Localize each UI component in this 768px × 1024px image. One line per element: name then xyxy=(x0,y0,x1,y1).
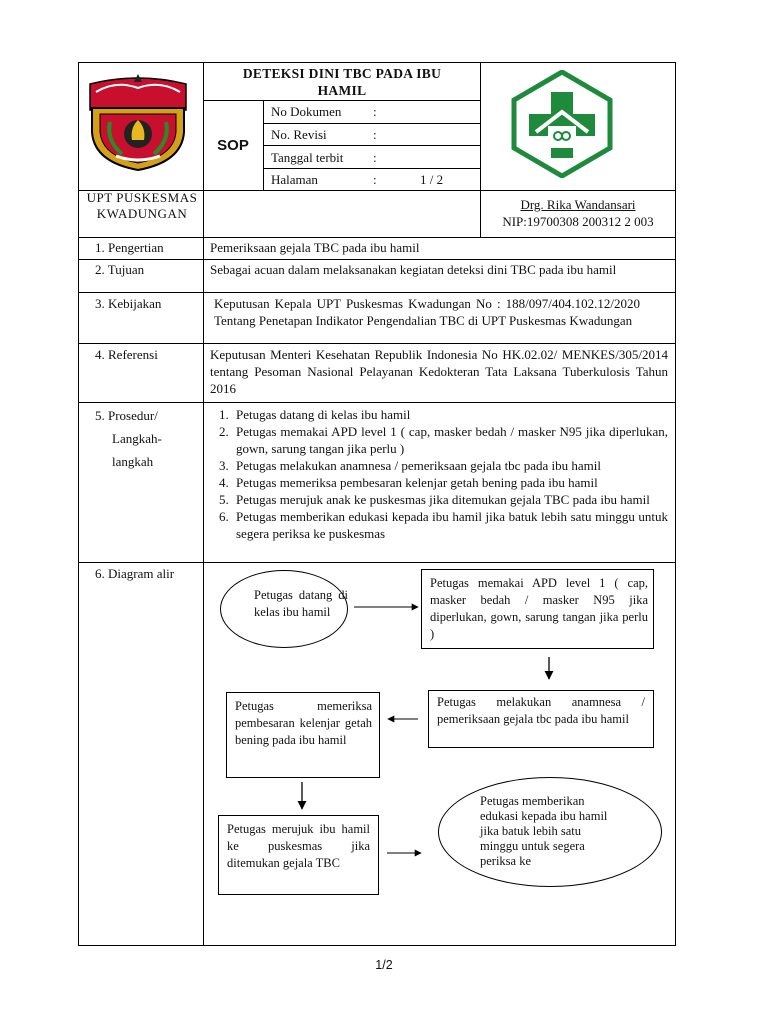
text-tujuan: Sebagai acuan dalam melaksanakan kegiatan deteksi dini TBC pada ibu hamil xyxy=(210,262,617,277)
label-diagram-alir: 6. Diagram alir xyxy=(95,566,175,581)
text-pengertian: Pemeriksaan gejala TBC pada ibu hamil xyxy=(210,240,420,255)
flow-node-6-text: Petugas memberikan edukasi kepada ibu hamil jika batuk lebih satu minggu untuk segera periksa ke xyxy=(480,794,608,868)
flow-node-4-text: Petugas memeriksa pembesaran kelenjar getah bening pada ibu hamil xyxy=(235,699,372,747)
step-text: Petugas melakukan anamnesa / pemeriksaan gejala tbc pada ibu hamil xyxy=(236,458,601,473)
label-referensi: 4. Referensi xyxy=(95,347,158,362)
label-kebijakan: 3. Kebijakan xyxy=(95,296,162,311)
meta-sep: : xyxy=(373,172,377,187)
step-number: 2. xyxy=(219,424,229,439)
flow-node-5-text: Petugas merujuk ibu hamil ke puskesmas jika ditemukan gejala TBC xyxy=(227,822,370,870)
step-text: Petugas memeriksa pembesaran kelenjar getah bening pada ibu hamil xyxy=(236,475,598,490)
step-text: Petugas datang di kelas ibu hamil xyxy=(236,407,411,422)
meta-label-no-dokumen: No Dokumen xyxy=(271,104,342,119)
step-text: Petugas memakai APD level 1 ( cap, masker bedah / masker N95 jika diperlukan, gown, sarung tangan jika perlu ) xyxy=(236,424,668,456)
meta-label-tanggal-terbit: Tanggal terbit xyxy=(271,150,344,165)
meta-sep: : xyxy=(373,150,377,165)
meta-value-halaman: 1 / 2 xyxy=(420,172,444,187)
text-kebijakan: Keputusan Kepala UPT Puskesmas Kwadungan No : 188/097/404.102.12/2020 Tentang Penetapan Indikator Pengendalian TBC di UPT Puskesmas Kwadungan xyxy=(214,296,640,328)
flow-node-2-text: Petugas memakai APD level 1 ( cap, masker bedah / masker N95 jika diperlukan, gown, sarung tangan jika perlu ) xyxy=(430,576,648,641)
step-number: 1. xyxy=(219,407,229,422)
label-prosedur: 5. Prosedur/ xyxy=(95,408,158,423)
meta-sep: : xyxy=(373,104,377,119)
label-tujuan: 2. Tujuan xyxy=(95,262,145,277)
meta-label-halaman: Halaman xyxy=(271,172,318,187)
document-title: DETEKSI DINI TBC PADA IBU HAMIL xyxy=(242,66,442,98)
flow-node-1-text: Petugas datang di kelas ibu hamil xyxy=(254,588,348,619)
signer-name: Drg. Rika Wandansari xyxy=(520,197,636,212)
label-pengertian: 1. Pengertian xyxy=(95,240,164,255)
step-number: 4. xyxy=(219,475,229,490)
sop-label: SOP xyxy=(217,137,249,154)
step-number: 3. xyxy=(219,458,229,473)
label-prosedur-3: langkah xyxy=(112,454,154,469)
label-prosedur-2: Langkah- xyxy=(112,431,162,446)
meta-label-no-revisi: No. Revisi xyxy=(271,127,327,142)
institution-name: UPT PUSKESMAS KWADUNGAN xyxy=(86,190,198,221)
step-text: Petugas merujuk anak ke puskesmas jika ditemukan gejala TBC pada ibu hamil xyxy=(236,492,650,507)
meta-sep: : xyxy=(373,127,377,142)
flow-node-3-text: Petugas melakukan anamnesa / pemeriksaan gejala tbc pada ibu hamil xyxy=(437,695,645,726)
step-number: 5. xyxy=(219,492,229,507)
text-referensi: Keputusan Menteri Kesehatan Republik Indonesia No HK.02.02/ MENKES/305/2014 tentang Pesoman Nasional Pelayanan Kedokteran Tata Laksana Tuberkulosis Tahun 2016 xyxy=(210,347,668,396)
step-text: Petugas memberikan edukasi kepada ibu hamil jika batuk lebih satu minggu untuk segera periksa ke puskesmas xyxy=(236,509,668,541)
page-number: 1/2 xyxy=(375,958,393,972)
signer-nip: NIP:19700308 200312 2 003 xyxy=(502,214,654,229)
step-number: 6. xyxy=(219,509,229,524)
